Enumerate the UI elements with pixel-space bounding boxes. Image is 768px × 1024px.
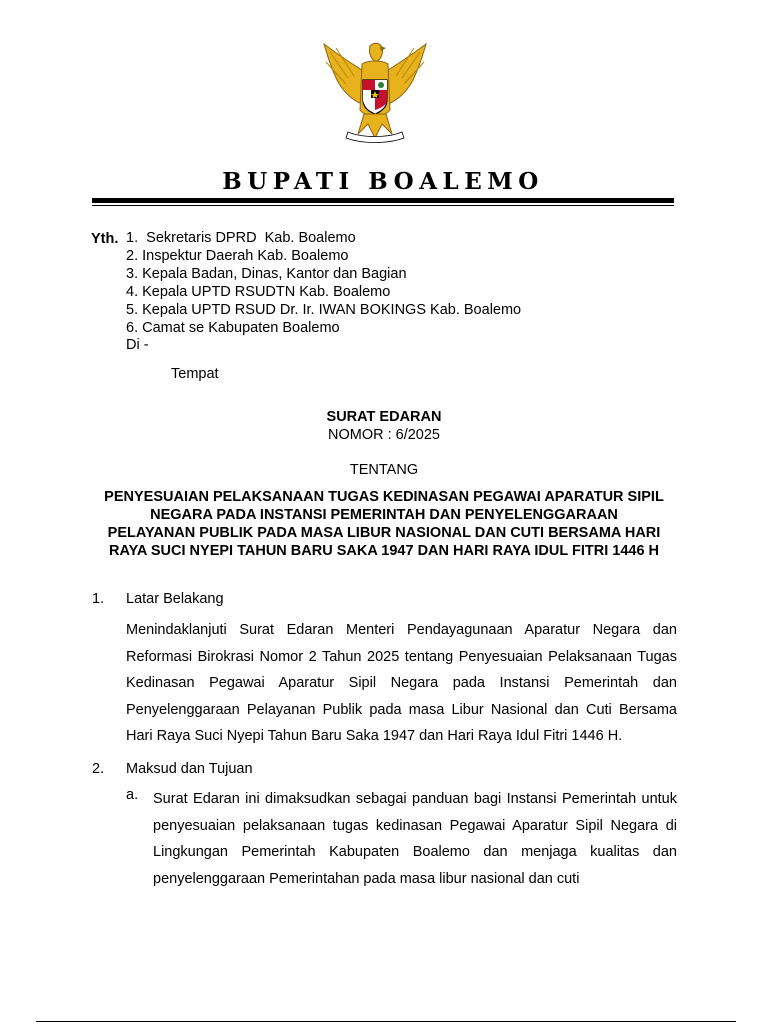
page-bottom-rule xyxy=(36,1021,736,1022)
section-paragraph: Menindaklanjuti Surat Edaran Menteri Pendayagunaan Aparatur Negara dan Reformasi Birokrasi Nomor 2 Tahun 2025 tentang Penyesuaian Pelaksanaan Tugas Kedinasan Pegawai Aparatur Sipil Negara pada Instansi Pemerintah dan Penyelenggaraan Pelayanan Publik pada masa Libur Nasional dan Cuti Bersama Hari Raya Suci Nyepi Tahun Baru Saka 1947 dan Hari Raya Idul Fitri 1446 H. xyxy=(126,622,677,744)
document-type: SURAT EDARAN xyxy=(326,409,442,425)
recipient-item: 1. Sekretaris DPRD Kab. Boalemo xyxy=(126,230,356,246)
recipient-item: 5. Kepala UPTD RSUD Dr. Ir. IWAN BOKINGS Kab. Boalemo xyxy=(126,301,522,318)
document-number: NOMOR : 6/2025 xyxy=(327,427,440,443)
letterhead-title: BUPATI BOALEMO xyxy=(222,168,544,195)
recipients-list xyxy=(126,230,521,355)
recipient-item: 3. Kepala Badan, Dinas, Kantor dan Bagian xyxy=(126,265,407,282)
recipient-di: Di - xyxy=(126,337,149,354)
subject-line: PELAYANAN PUBLIK PADA MASA LIBUR NASIONAL DAN CUTI BERSAMA HARI xyxy=(107,525,661,541)
subsection-paragraph: Surat Edaran ini dimaksudkan sebagai panduan bagi Instansi Pemerintah untuk penyesuaian pelaksanaan tugas kedinasan Pegawai Aparatur Sipil Negara di Lingkungan Pemerintah Kabupaten Boalemo dan menjaga kualitas dan penyelenggaraan Pemerintahan pada masa libur nasional dan cuti xyxy=(153,791,677,887)
section-number: 2. xyxy=(92,761,105,777)
recipient-place: Tempat xyxy=(171,366,219,382)
subject-line: RAYA SUCI NYEPI TAHUN BARU SAKA 1947 DAN HARI RAYA IDUL FITRI 1446 H xyxy=(108,543,660,559)
subject-line: PENYESUAIAN PELAKSANAAN TUGAS KEDINASAN PEGAWAI APARATUR SIPIL xyxy=(104,489,664,505)
garuda-pancasila-emblem xyxy=(318,38,432,146)
recipients-label: Yth. xyxy=(91,231,119,247)
subsection-letter: a. xyxy=(126,787,139,803)
document-tentang: TENTANG xyxy=(349,462,419,478)
section-heading: Latar Belakang xyxy=(126,591,224,607)
recipient-item: 2. Inspektur Daerah Kab. Boalemo xyxy=(126,247,349,264)
letterhead-rule-thick xyxy=(92,198,674,203)
subject-line: NEGARA PADA INSTANSI PEMERINTAH DAN PENYELENGGARAAN xyxy=(150,507,618,523)
recipient-item: 4. Kepala UPTD RSUDTN Kab. Boalemo xyxy=(126,283,391,300)
letterhead-rule-thin xyxy=(92,205,674,206)
section-number: 1. xyxy=(92,591,105,607)
recipient-item: 6. Camat se Kabupaten Boalemo xyxy=(126,319,340,336)
document-subject xyxy=(92,488,676,560)
section-heading: Maksud dan Tujuan xyxy=(126,761,253,777)
